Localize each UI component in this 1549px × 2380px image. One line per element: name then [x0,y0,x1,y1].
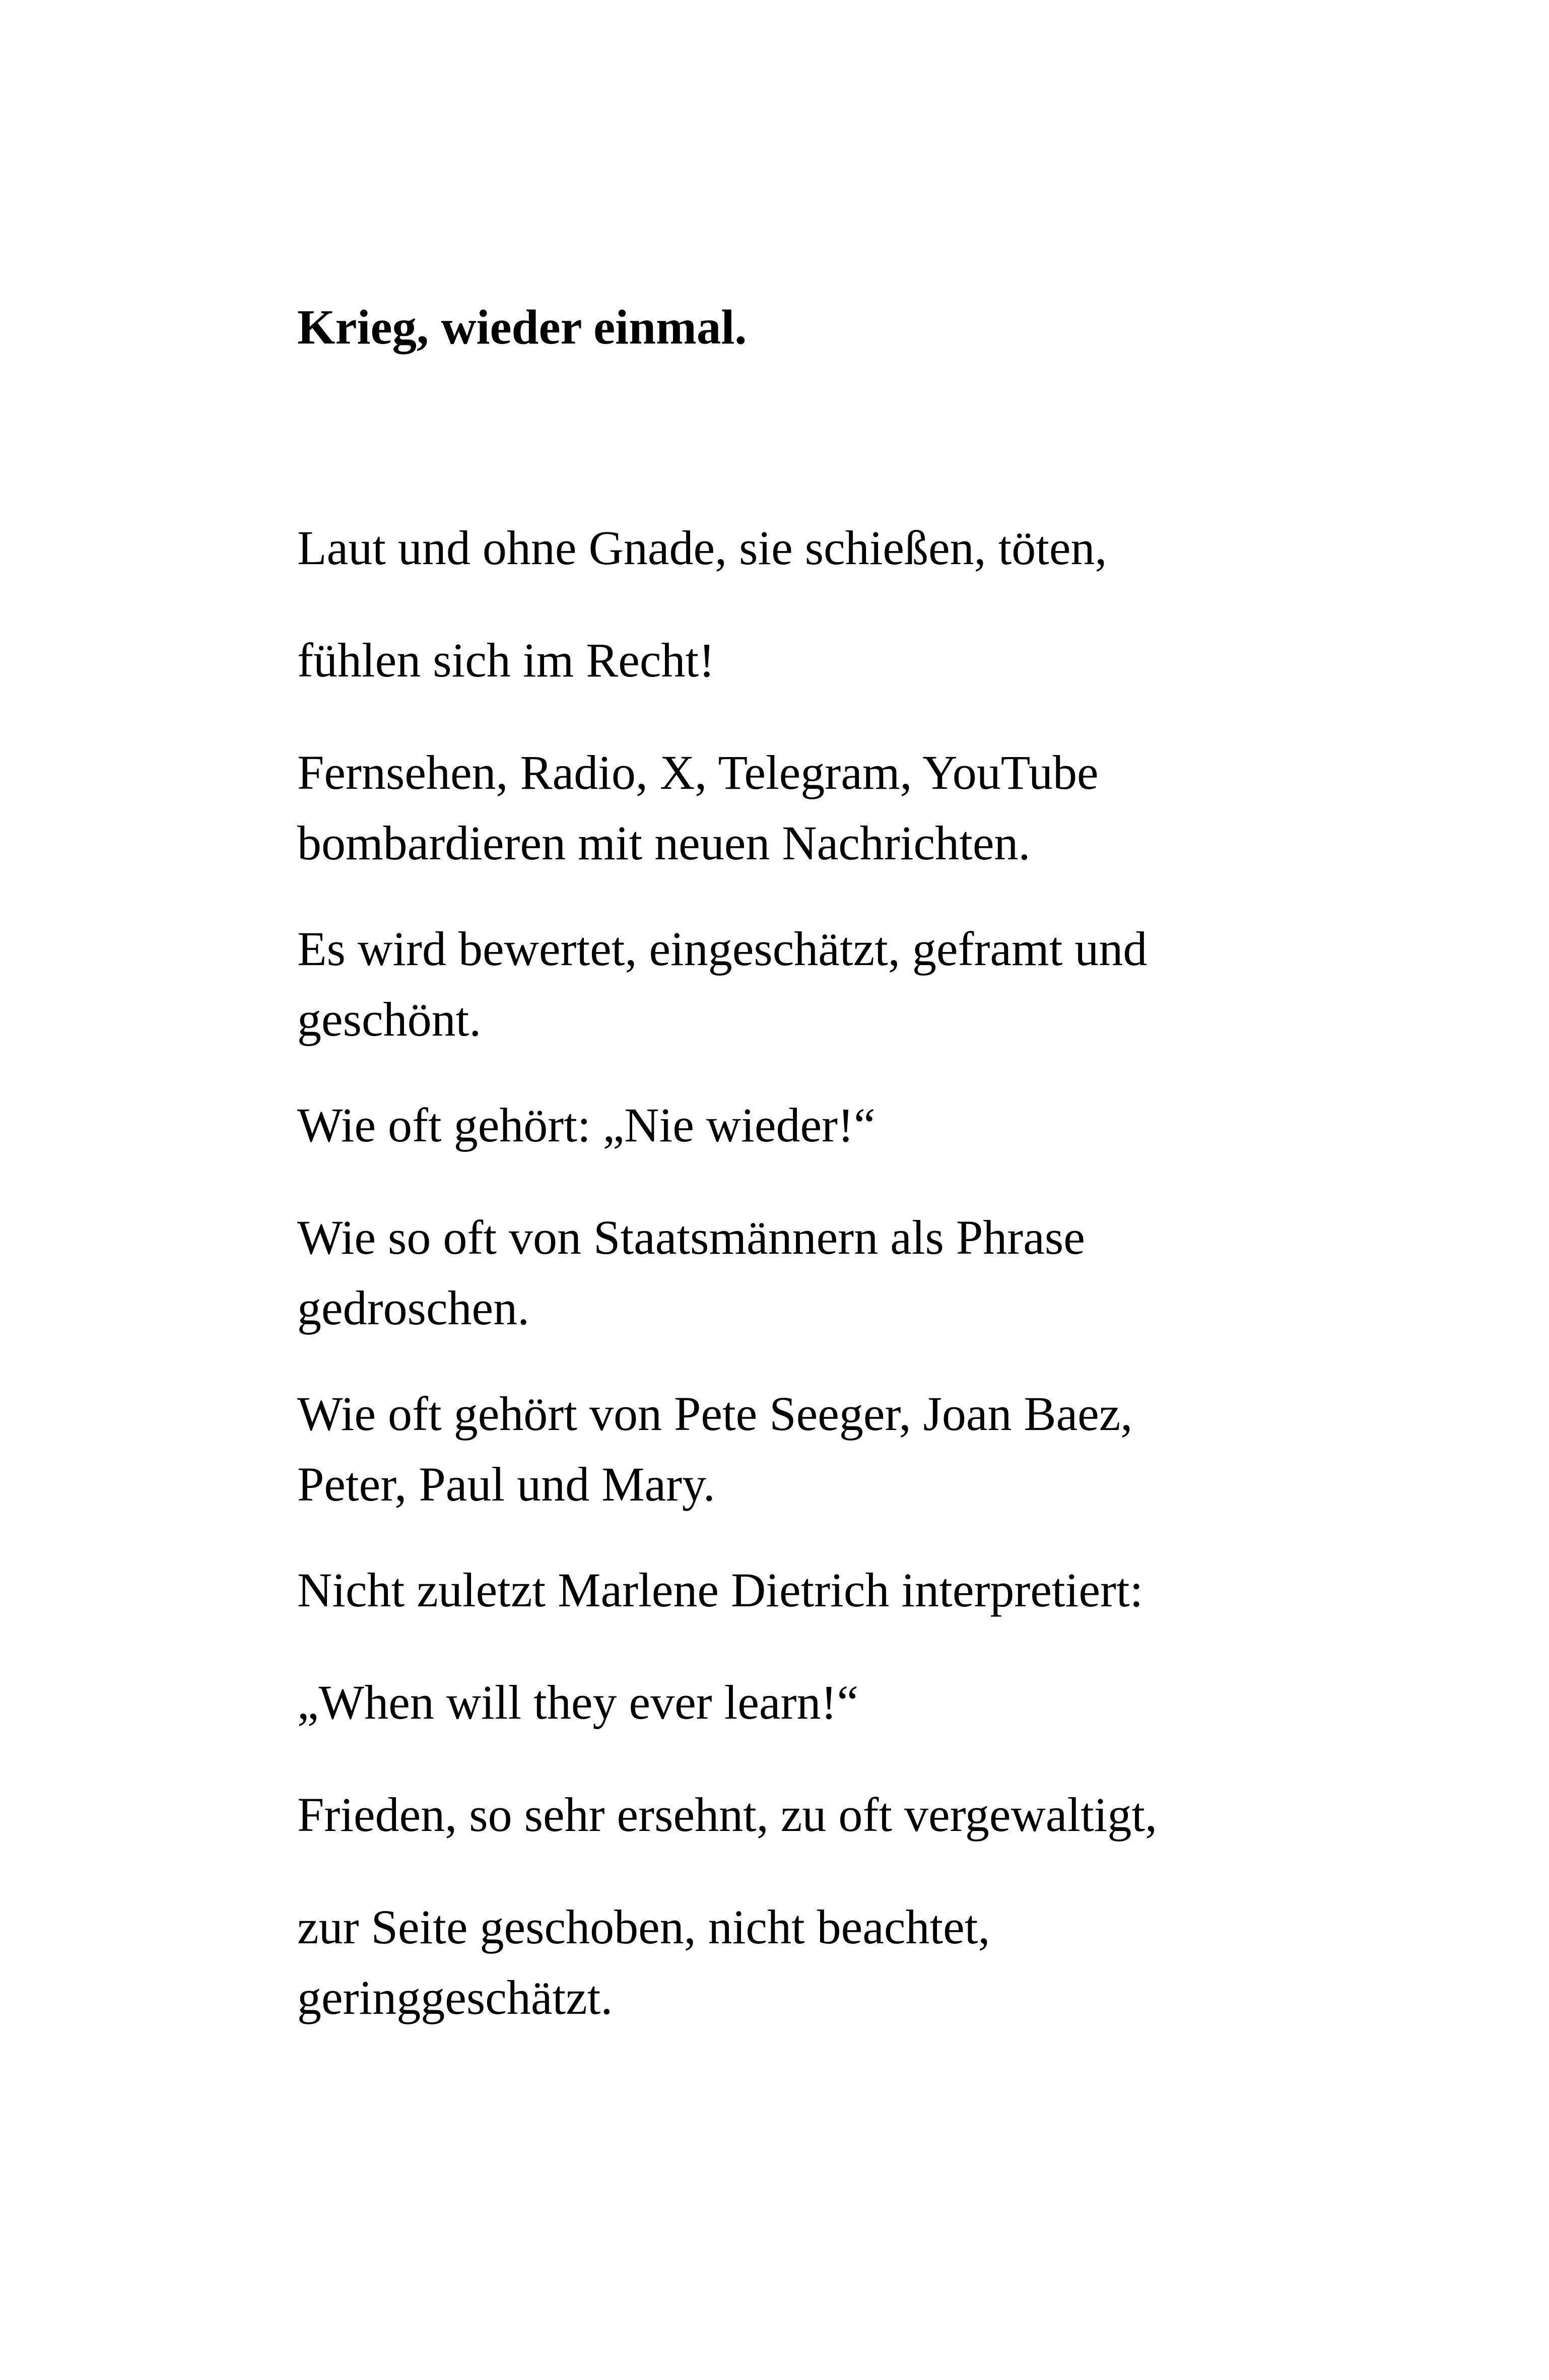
stanza-3 [297,737,1305,878]
poem-line: Wie oft gehört von Pete Seeger, Joan Baez, [297,1387,1133,1441]
poem-line: geringgeschätzt. [297,1970,613,2024]
stanza-6 [297,1202,1305,1343]
poem-body [297,513,1305,2033]
poem-line: Laut und ohne Gnade, sie schießen, töten, [297,521,1107,575]
stanza-10 [297,1780,1305,1850]
poem-line: Es wird bewertet, eingeschätzt, geframt und [297,922,1148,976]
poem-line: Wie so oft von Staatsmännern als Phrase [297,1210,1085,1264]
poem-line: „When will they ever learn!“ [297,1675,859,1729]
stanza-8 [297,1555,1305,1625]
poem-line: Fernsehen, Radio, X, Telegram, YouTube [297,745,1099,799]
poem-line: geschönt. [297,992,482,1046]
stanza-4 [297,914,1305,1055]
stanza-1 [297,513,1305,583]
stanza-11 [297,1892,1305,2033]
poem-line: zur Seite geschoben, nicht beachtet, [297,1900,990,1954]
stanza-5 [297,1090,1305,1161]
poem-line: gedroschen. [297,1281,530,1335]
poem-line: Wie oft gehört: „Nie wieder!“ [297,1098,875,1152]
poem-line: Frieden, so sehr ersehnt, zu oft vergewaltigt, [297,1788,1158,1842]
stanza-7 [297,1379,1305,1520]
stanza-2 [297,625,1305,696]
poem-title: Krieg, wieder einmal. [297,300,747,354]
poem-line: bombardieren mit neuen Nachrichten. [297,816,1031,870]
poem-line: Peter, Paul und Mary. [297,1457,715,1511]
poem-line: Nicht zuletzt Marlene Dietrich interpretiert: [297,1563,1143,1617]
stanza-9 [297,1667,1305,1738]
poem-line: fühlen sich im Recht! [297,633,715,687]
